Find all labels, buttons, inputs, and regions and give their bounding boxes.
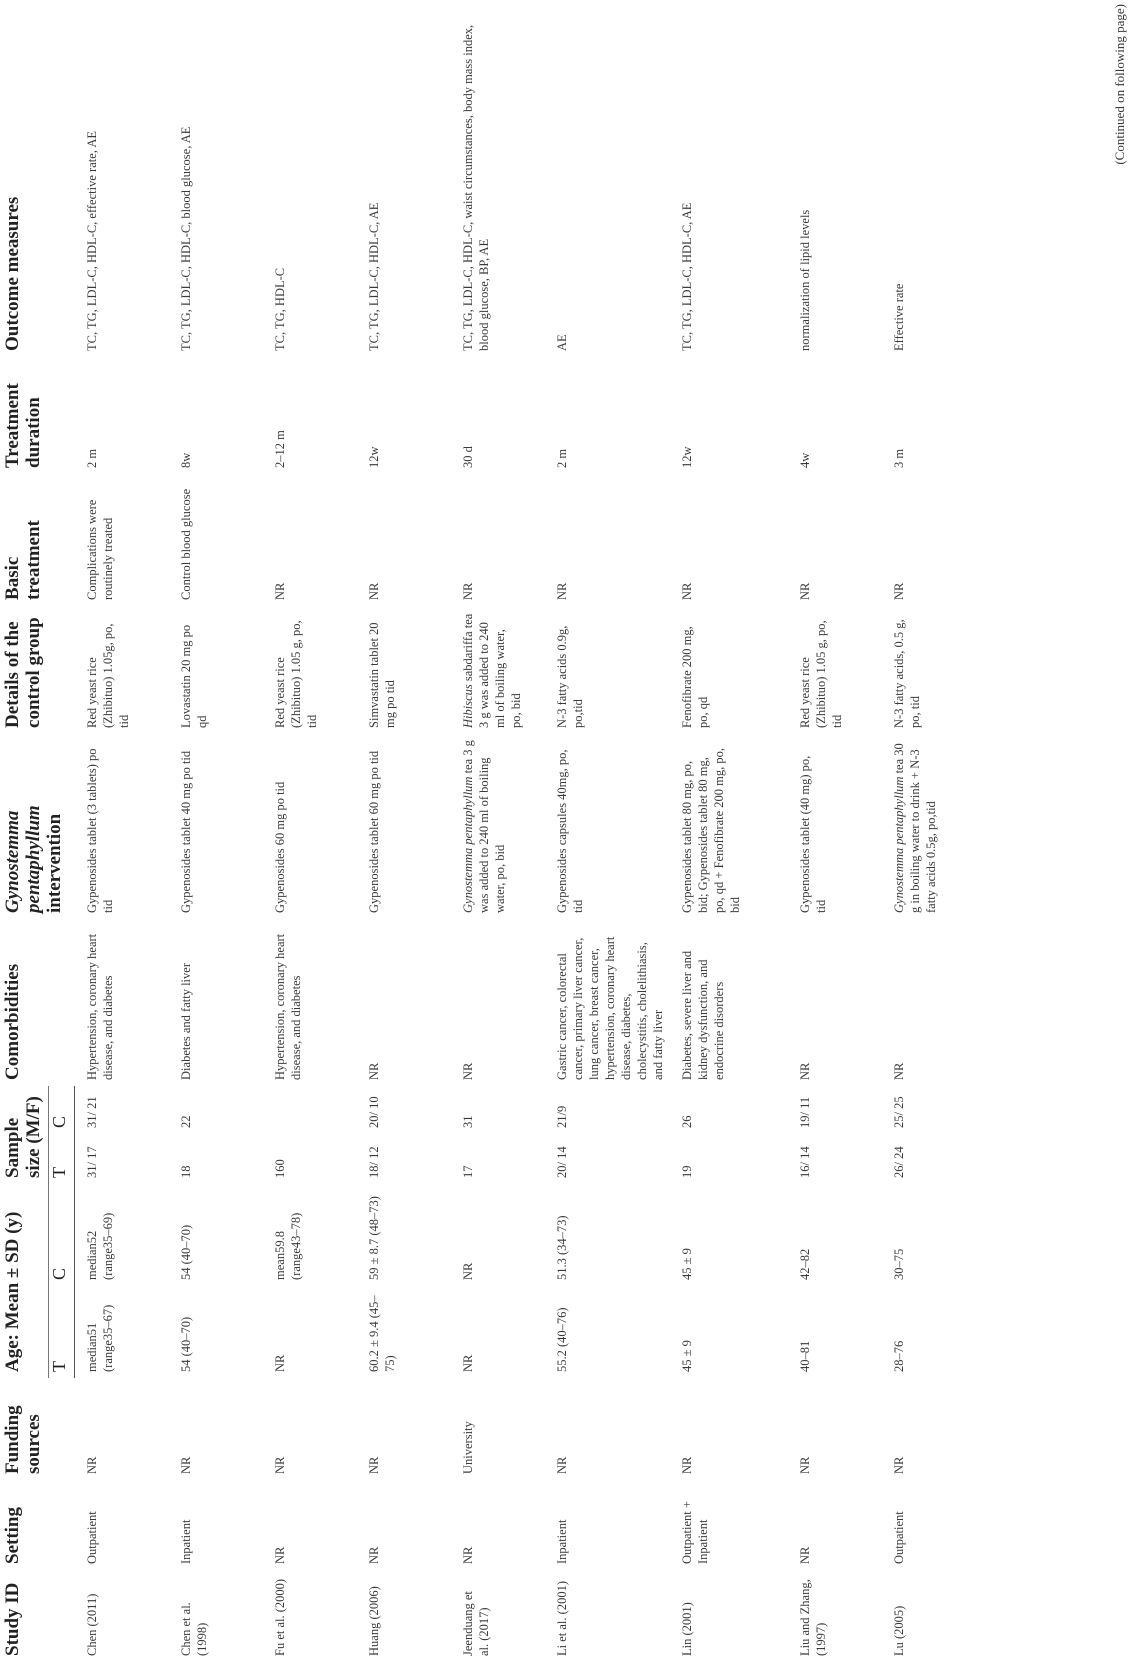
duration-cell: 12w xyxy=(679,446,694,468)
header-setting: Setting xyxy=(2,1507,23,1564)
age-t-cell: 40–81 xyxy=(797,1340,812,1372)
comorbidities-cell: Hypertension, coronary heart disease, and diabetes xyxy=(84,933,115,1080)
funding-cell: NR xyxy=(178,1456,193,1474)
header-gp-rest: intervention xyxy=(44,813,65,913)
control-cell: Fenofibrate 200 mg, po, qd xyxy=(679,626,710,728)
duration-cell: 8w xyxy=(178,452,193,468)
basic-treatment-cell: NR xyxy=(679,582,694,600)
sample-c-cell: 26 xyxy=(679,1115,694,1128)
header-outcome: Outcome measures xyxy=(2,196,23,351)
control-cell-italic: Hibiscus xyxy=(460,684,475,728)
study-id-cell: Li et al. (2001) xyxy=(554,1581,569,1656)
study-id-cell: Jeenduang et al. (2017) xyxy=(460,1591,491,1656)
basic-treatment-cell: NR xyxy=(366,582,381,600)
header-control: Details of the control group xyxy=(2,617,44,728)
age-c-cell: 51.3 (34–73) xyxy=(554,1215,569,1280)
setting-cell: NR xyxy=(797,1546,812,1564)
header-sample-size: Sample size (M/F) xyxy=(0,1086,49,1184)
duration-cell: 2 m xyxy=(554,448,569,468)
sample-c-cell xyxy=(263,1086,357,1134)
funding-cell: NR xyxy=(84,1456,99,1474)
age-t-cell: 45 ± 9 xyxy=(679,1340,694,1372)
control-cell xyxy=(451,606,545,734)
control-cell: Red yeast rice (Zhibituo) 1.05 g, po, tid xyxy=(272,620,319,728)
gp-intervention-cell: Gypenosides 60 mg po tid xyxy=(272,781,287,913)
header-duration: Treatment duration xyxy=(2,383,44,468)
outcome-cell: TC, TG, LDL-C, HDL-C, blood glucose, AE xyxy=(178,126,193,351)
table-body xyxy=(75,0,976,1662)
header-gp-intervention xyxy=(0,734,75,919)
study-id-cell: Chen et al. (1998) xyxy=(178,1602,209,1656)
duration-cell: 2–12 m xyxy=(272,430,287,468)
funding-cell: University xyxy=(460,1421,475,1474)
table-row xyxy=(169,0,263,1662)
setting-cell: Inpatient xyxy=(178,1519,193,1564)
age-c-cell: 54 (40–70) xyxy=(178,1224,193,1280)
gp-intervention-cell-text: tea 30 g in boiling water to drink + N-3 fatty acids 0.5g, po,tid xyxy=(891,743,938,913)
gp-intervention-cell: Gypenosides tablet 80 mg, po, bid; Gypenosides tablet 80 mg, po, qd + Fenofibrate 200 mg, po, bid xyxy=(679,747,742,913)
gp-intervention-cell: Gypenosides tablet 60 mg po tid xyxy=(366,750,381,913)
age-t-cell: 28–76 xyxy=(891,1340,906,1372)
gp-intervention-cell: Gypenosides tablet (40 mg) po, tid xyxy=(797,755,828,913)
basic-treatment-cell: Complications were routinely treated xyxy=(84,499,115,600)
setting-cell: Outpatient xyxy=(891,1511,906,1564)
basic-treatment-cell: NR xyxy=(554,582,569,600)
sample-c-cell: 21/9 xyxy=(554,1105,569,1128)
header-basic-treatment: Basic treatment xyxy=(2,520,44,600)
sample-c-cell: 25/ 25 xyxy=(891,1096,906,1128)
table-row xyxy=(451,0,545,1662)
setting-cell: NR xyxy=(460,1546,475,1564)
age-c-cell: median52 (range35–69) xyxy=(85,1212,115,1280)
sample-t-cell: 18/ 12 xyxy=(366,1146,381,1178)
age-t-cell: 54 (40–70) xyxy=(178,1316,193,1372)
outcome-cell: TC, TG, LDL-C, HDL-C, effective rate, AE xyxy=(84,131,99,351)
sample-t-cell: 31/ 17 xyxy=(85,1146,99,1178)
outcome-cell: Effective rate xyxy=(891,283,906,351)
duration-cell: 30 d xyxy=(460,446,475,468)
sample-t-cell: 20/ 14 xyxy=(554,1146,569,1178)
gp-intervention-cell xyxy=(451,734,545,919)
duration-cell: 12w xyxy=(366,446,381,468)
age-c-cell: NR xyxy=(460,1262,475,1280)
basic-treatment-cell: Control blood glucose xyxy=(178,488,193,600)
sample-t-cell: 17 xyxy=(460,1165,475,1178)
sample-t-cell: 19 xyxy=(679,1165,694,1178)
gp-intervention-cell-text: tea 3 g was added to 240 ml of boiling water, po, bid xyxy=(460,740,507,913)
study-id-cell: Lin (2001) xyxy=(679,1602,694,1656)
header-study-id: Study ID xyxy=(2,1582,23,1656)
header-comorbidities: Comorbidities xyxy=(2,963,23,1080)
table-row xyxy=(75,0,169,1662)
funding-cell: NR xyxy=(554,1456,569,1474)
table-row xyxy=(545,0,670,1662)
header-age: Age: Mean ± SD (y) xyxy=(0,1184,49,1378)
outcome-cell: TC, TG, LDL-C, HDL-C, waist circumstances, body mass index, blood glucose, BP, AE xyxy=(460,24,491,351)
comorbidities-cell: NR xyxy=(891,1062,906,1080)
comorbidities-cell: NR xyxy=(460,1062,475,1080)
comorbidities-cell: Diabetes, severe liver and kidney dysfunction, and endocrine disorders xyxy=(679,950,726,1080)
control-cell: Red yeast rice (Zhibituo) 1.05g, po, tid xyxy=(84,623,131,728)
basic-treatment-cell: NR xyxy=(797,582,812,600)
gp-intervention-cell-italic: Gynostemma pentaphyllum xyxy=(891,776,906,913)
outcome-cell: TC, TG, HDL-C xyxy=(272,267,287,351)
age-t-cell: 55.2 (40–76) xyxy=(554,1307,569,1372)
sample-c-cell: 22 xyxy=(178,1115,193,1128)
study-id-cell: Huang (2006) xyxy=(366,1586,381,1656)
age-c-cell: mean59.8 (range43–78) xyxy=(272,1212,303,1280)
comorbidities-cell: Diabetes and fatty liver xyxy=(178,963,193,1080)
table-row xyxy=(263,0,357,1662)
sample-c-cell: 31/ 21 xyxy=(85,1096,99,1128)
funding-cell: NR xyxy=(891,1456,906,1474)
duration-cell: 4w xyxy=(797,452,812,468)
comorbidities-cell: Hypertension, coronary heart disease, and diabetes xyxy=(272,933,303,1080)
table-row xyxy=(788,0,882,1662)
gp-intervention-cell: Gypenosides tablet 40 mg po tid xyxy=(178,750,193,913)
study-id-cell: Lu (2005) xyxy=(891,1605,906,1656)
header-age-t: T xyxy=(49,1286,75,1378)
setting-cell: NR xyxy=(366,1546,381,1564)
comorbidities-cell: Gastric cancer, colorectal cancer, primary liver cancer, lung cancer, breast cancer, hypertension, coronary heart disease, diabetes, cholecystitis, cholelithiasis, and fatty liver xyxy=(554,936,665,1080)
comorbidities-cell: NR xyxy=(797,1062,812,1080)
setting-cell: Inpatient xyxy=(554,1519,569,1564)
control-cell: N-3 fatty acids, 0.5 g, po, tid xyxy=(891,619,922,728)
age-t-cell: 60.2 ± 9.4 (45–75) xyxy=(366,1295,397,1372)
header-sample-t: T xyxy=(49,1134,75,1184)
outcome-cell: TC, TG, LDL-C, HDL-C, AE xyxy=(679,202,694,351)
sample-t-cell: 160 xyxy=(272,1159,287,1178)
header-gp-italic: Gynostemma pentaphyllum xyxy=(2,805,44,913)
sample-t-cell: 26/ 24 xyxy=(891,1146,906,1178)
comorbidities-cell: NR xyxy=(366,1062,381,1080)
basic-treatment-cell: NR xyxy=(272,582,287,600)
setting-cell: NR xyxy=(272,1546,287,1564)
age-t-cell: NR xyxy=(460,1354,475,1372)
age-c-cell: 42–82 xyxy=(797,1248,812,1280)
age-t-cell: median51 (range35–67) xyxy=(85,1304,115,1372)
control-cell: Lovastatin 20 mg po qd xyxy=(178,624,209,728)
study-id-cell: Liu and Zhang, (1997) xyxy=(797,1579,828,1656)
duration-cell: 2 m xyxy=(84,448,99,468)
age-c-cell: 30–75 xyxy=(891,1248,906,1280)
gp-intervention-cell: Gypenosides capsules 40mg, po, tid xyxy=(554,749,585,913)
sample-t-cell: 18 xyxy=(178,1165,193,1178)
header-funding: Funding sources xyxy=(2,1405,44,1474)
basic-treatment-cell: NR xyxy=(891,582,906,600)
control-cell-text: sabdariffa tea 3 g was added to 240 ml of boiling water, po, bid xyxy=(460,613,523,728)
study-id-cell: Chen (2011) xyxy=(84,1593,99,1656)
table-row xyxy=(670,0,788,1662)
gp-intervention-cell: Gypenosides tablet (3 tablets) po tid xyxy=(84,748,115,913)
duration-cell: 3 m xyxy=(891,448,906,468)
header-sample-c: C xyxy=(49,1086,75,1134)
basic-treatment-cell: NR xyxy=(460,582,475,600)
funding-cell: NR xyxy=(797,1456,812,1474)
continued-note: (Continued on following page) xyxy=(1112,4,1127,165)
age-c-cell: 45 ± 9 xyxy=(679,1248,694,1280)
age-c-cell: 59 ± 8.7 (48–73) xyxy=(366,1196,381,1280)
funding-cell: NR xyxy=(272,1456,287,1474)
sample-t-cell: 16/ 14 xyxy=(797,1146,812,1178)
funding-cell: NR xyxy=(679,1456,694,1474)
table-row xyxy=(882,0,976,1662)
sample-c-cell: 31 xyxy=(460,1115,475,1128)
outcome-cell: AE xyxy=(554,334,569,351)
outcome-cell: normalization of lipid levels xyxy=(797,209,812,351)
funding-cell: NR xyxy=(366,1456,381,1474)
sample-c-cell: 20/ 10 xyxy=(366,1096,381,1128)
setting-cell: Outpatient + Inpatient xyxy=(679,1501,710,1564)
study-id-cell: Fu et al. (2000) xyxy=(272,1578,287,1656)
header-age-c: C xyxy=(49,1184,75,1286)
setting-cell: Outpatient xyxy=(84,1511,99,1564)
gp-intervention-cell xyxy=(882,734,976,919)
sample-c-cell: 19/ 11 xyxy=(797,1096,812,1128)
table-row xyxy=(357,0,451,1662)
control-cell: Simvastatin tablet 20 mg po tid xyxy=(366,622,397,728)
age-t-cell: NR xyxy=(272,1354,287,1372)
gp-intervention-cell-italic: Gynostemma pentaphyllum xyxy=(460,776,475,913)
outcome-cell: TC, TG, LDL-C, HDL-C, AE xyxy=(366,202,381,351)
control-cell: N-3 fatty acids 0.9g, po,tid xyxy=(554,625,585,728)
control-cell: Red yeast rice (Zhibituo) 1.05 g, po, tid xyxy=(797,620,844,728)
